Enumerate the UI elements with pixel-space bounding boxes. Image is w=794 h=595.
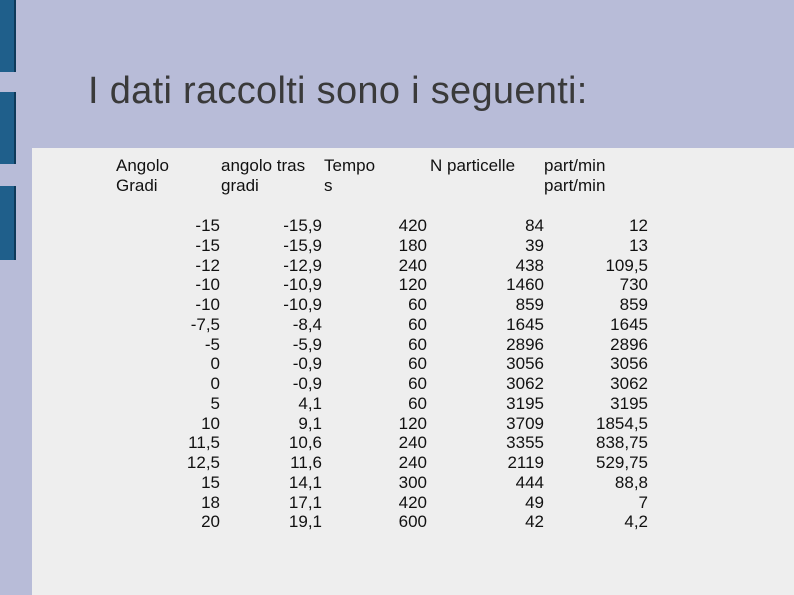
cell-n-particelle: 2119 (507, 453, 544, 472)
cell-angolo: -12 (195, 255, 220, 275)
cell-angolo-tras: -12,9 (283, 255, 322, 275)
cell-angolo: 12,5 (186, 453, 220, 472)
cell-angolo: 0 (210, 374, 220, 393)
cell-n-particelle: 444 (515, 472, 544, 492)
header-angolo-unit: Gradi (116, 176, 158, 195)
cell-part-min: 7 (638, 492, 648, 512)
header-tempo: Tempo (324, 156, 376, 175)
cell-angolo: 5 (210, 393, 220, 413)
cell-angolo: 10 (201, 413, 220, 433)
cell-angolo: 20 (201, 512, 220, 532)
header-part-min: part/min (544, 156, 606, 175)
cell-n-particelle: 39 (525, 235, 544, 255)
cell-n-particelle: 3062 (506, 374, 544, 393)
cell-n-particelle: 3056 (506, 354, 544, 374)
cell-part-min: 4,2 (624, 512, 648, 532)
cell-n-particelle: 1645 (506, 314, 544, 334)
cell-tempo: 60 (408, 374, 427, 393)
cell-part-min: 88,8 (614, 472, 648, 492)
cell-tempo: 240 (398, 433, 427, 453)
cell-n-particelle: 3355 (506, 433, 544, 453)
cell-angolo: 11,5 (188, 433, 220, 453)
header-angolo: Angolo (116, 156, 169, 175)
cell-angolo: -10 (195, 275, 220, 295)
cell-n-particelle: 3709 (506, 413, 544, 433)
header-tempo-unit: s (324, 176, 333, 195)
cell-tempo: 60 (408, 314, 427, 334)
cell-angolo: 15 (201, 472, 220, 492)
cell-angolo-tras: 17,1 (288, 492, 322, 512)
cell-tempo: 120 (398, 413, 427, 433)
cell-angolo-tras: -10,9 (283, 295, 322, 314)
cell-tempo: 240 (398, 255, 427, 275)
header-part-min-unit: part/min (544, 176, 606, 195)
cell-tempo: 240 (398, 453, 427, 472)
cell-n-particelle: 438 (515, 255, 544, 275)
cell-angolo-tras: -0,9 (292, 354, 322, 374)
cell-angolo-tras: -0,9 (292, 374, 322, 393)
cell-n-particelle: 42 (525, 512, 544, 532)
cell-n-particelle: 2896 (506, 334, 544, 354)
cell-tempo: 420 (398, 216, 427, 235)
cell-n-particelle: 49 (525, 492, 544, 512)
header-n-particelle: N particelle (430, 156, 516, 175)
cell-tempo: 60 (408, 393, 427, 413)
cell-angolo-tras: 4,1 (298, 393, 322, 413)
cell-part-min: 838,75 (596, 433, 648, 453)
cell-angolo: -15 (195, 235, 220, 255)
cell-part-min: 730 (619, 275, 648, 295)
cell-part-min: 12 (629, 216, 648, 235)
cell-angolo-tras: 10,6 (288, 433, 322, 453)
cell-tempo: 180 (398, 235, 427, 255)
cell-angolo-tras: 19,1 (288, 512, 322, 532)
cell-part-min: 109,5 (605, 255, 648, 275)
cell-n-particelle: 3195 (506, 393, 544, 413)
cell-part-min: 859 (619, 295, 648, 314)
cell-angolo: -5 (204, 334, 220, 354)
cell-n-particelle: 84 (525, 216, 544, 235)
cell-part-min: 2896 (610, 334, 648, 354)
cell-part-min: 1854,5 (596, 413, 648, 433)
cell-tempo: 420 (398, 492, 427, 512)
cell-tempo: 120 (398, 275, 427, 295)
cell-part-min: 529,75 (596, 453, 648, 472)
cell-part-min: 1645 (610, 314, 648, 334)
cell-part-min: 3056 (610, 354, 648, 374)
header-angolo-tras: angolo tras (221, 156, 306, 175)
cell-tempo: 300 (398, 472, 427, 492)
cell-tempo: 600 (398, 512, 427, 532)
data-table (32, 148, 794, 595)
cell-n-particelle: 1460 (506, 275, 544, 295)
header-angolo-tras-unit: gradi (221, 176, 259, 195)
cell-angolo-tras: -15,9 (283, 235, 322, 255)
cell-angolo: -15 (195, 216, 220, 235)
cell-tempo: 60 (408, 334, 427, 354)
cell-angolo-tras: -5,9 (292, 334, 322, 354)
cell-part-min: 3062 (610, 374, 648, 393)
cell-angolo-tras: 14,1 (288, 472, 322, 492)
cell-part-min: 13 (629, 235, 648, 255)
cell-angolo-tras: -10,9 (283, 275, 322, 295)
cell-angolo: -7,5 (190, 314, 220, 334)
accent-bar-2 (0, 92, 16, 164)
cell-angolo-tras: -8,4 (292, 314, 322, 334)
cell-part-min: 3195 (610, 393, 648, 413)
cell-n-particelle: 859 (515, 295, 544, 314)
cell-angolo-tras: -15,9 (283, 216, 322, 235)
accent-bar-3 (0, 186, 16, 260)
cell-angolo: 0 (210, 354, 220, 374)
slide-title: I dati raccolti sono i seguenti: (88, 70, 588, 112)
cell-angolo: -10 (195, 295, 220, 314)
cell-tempo: 60 (408, 354, 427, 374)
cell-angolo-tras: 11,6 (290, 453, 322, 472)
cell-angolo-tras: 9,1 (298, 413, 322, 433)
accent-bar-1 (0, 0, 16, 72)
cell-angolo: 18 (201, 492, 220, 512)
cell-tempo: 60 (408, 295, 427, 314)
